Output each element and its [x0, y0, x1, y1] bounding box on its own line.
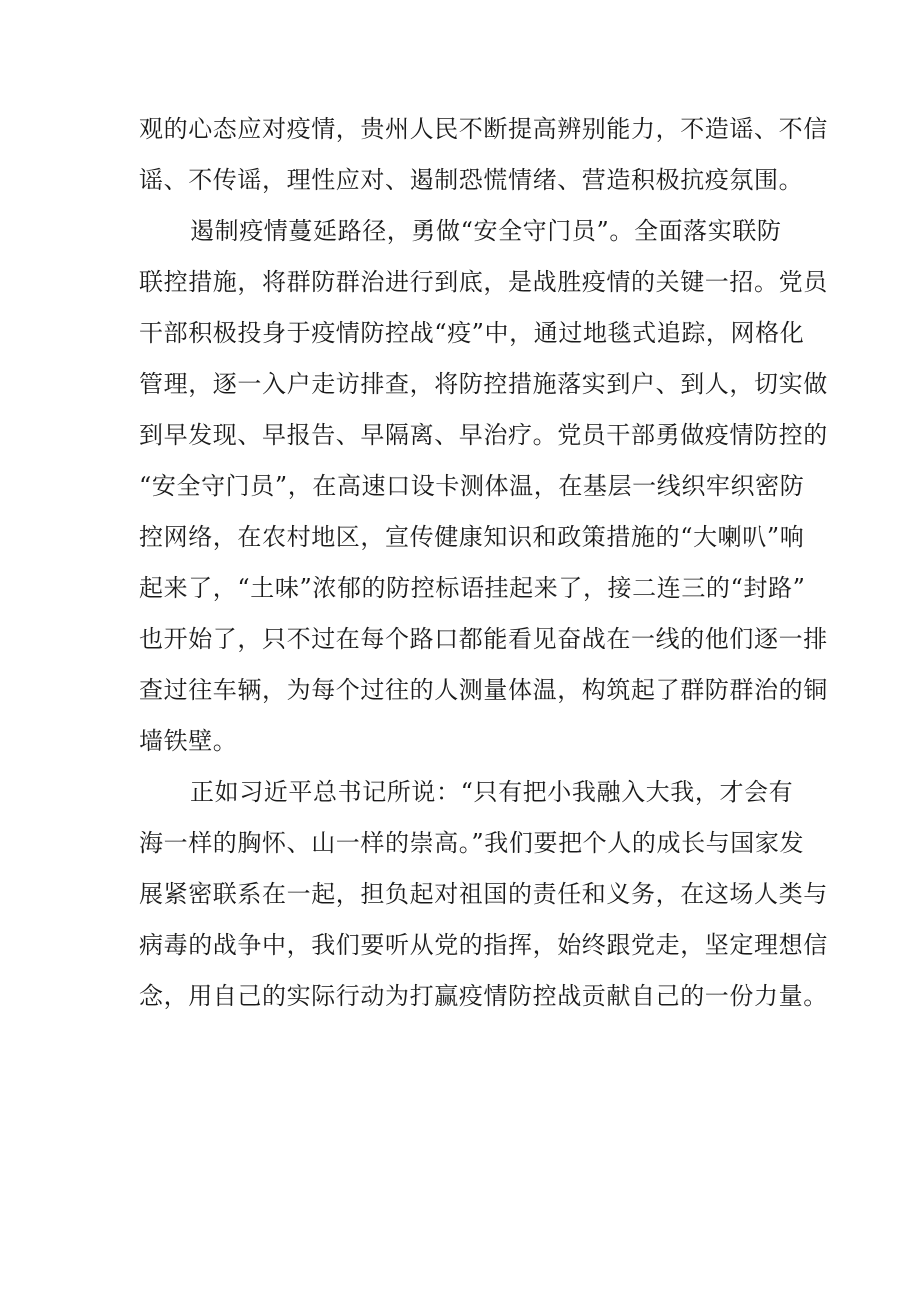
text-line: 墙铁壁。 [139, 727, 238, 755]
text-line: 控网络，在农村地区，宣传健康知识和政策措施的“大喇叭”响 [139, 523, 805, 551]
text-line: 念，用自己的实际行动为打赢疫情防控战贡献自己的一份力量。 [139, 982, 828, 1010]
text-line: 起来了，“土味”浓郁的防控标语挂起来了，接二连三的“封路” [139, 574, 806, 602]
paragraph-first-line: 遏制疫情蔓延路径，勇做“安全守门员”。全面落实联防 [190, 217, 782, 245]
text-line: 干部积极投身于疫情防控战“疫”中，通过地毯式追踪，网格化 [139, 319, 805, 347]
text-line: 展紧密联系在一起，担负起对祖国的责任和义务，在这场人类与 [139, 880, 828, 908]
text-line: 查过往车辆，为每个过往的人测量体温，构筑起了群防群治的铜 [139, 676, 828, 704]
text-line: 也开始了，只不过在每个路口都能看见奋战在一线的他们逐一排 [139, 625, 828, 653]
paragraph-first-line: 正如习近平总书记所说：“只有把小我融入大我，才会有 [190, 778, 794, 806]
text-line: 谣、不传谣，理性应对、遏制恐慌情绪、营造积极抗疫氛围。 [139, 166, 804, 194]
text-line: 管理，逐一入户走访排查，将防控措施落实到户、到人，切实做 [139, 370, 828, 398]
text-line: 病毒的战争中，我们要听从党的指挥，始终跟党走，坚定理想信 [139, 931, 828, 959]
text-line: “安全守门员”，在高速口设卡测体温，在基层一线织牢织密防 [139, 472, 805, 500]
text-line: 联控措施，将群防群治进行到底，是战胜疫情的关键一招。党员 [139, 268, 828, 296]
text-line: 海一样的胸怀、山一样的崇高。”我们要把个人的成长与国家发 [139, 829, 805, 857]
text-line: 到早发现、早报告、早隔离、早治疗。党员干部勇做疫情防控的 [139, 421, 828, 449]
text-line: 观的心态应对疫情，贵州人民不断提高辨别能力，不造谣、不信 [139, 115, 828, 143]
